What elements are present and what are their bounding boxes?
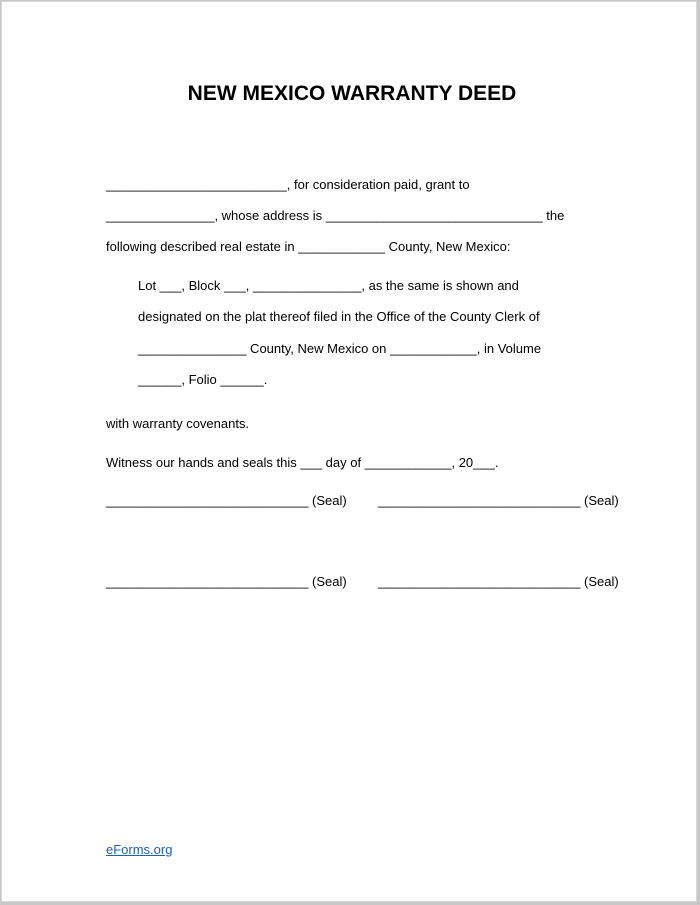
covenants-line: with warranty covenants. — [106, 416, 250, 431]
document-page — [1, 1, 697, 902]
real-estate-line: following described real estate in ____________ County, New Mexico: — [106, 239, 511, 254]
lot-block-line: Lot ___, Block ___, _______________, as the same is shown and — [138, 278, 519, 293]
witness-line: Witness our hands and seals this ___ day of ____________, 20___. — [106, 455, 499, 470]
grantee-address-line: _______________, whose address is ______________________________ the — [106, 208, 565, 223]
signature-seal-4: ____________________________ (Seal) — [378, 574, 619, 589]
page-title: NEW MEXICO WARRANTY DEED — [187, 82, 517, 105]
county-volume-line: _______________ County, New Mexico on ____________, in Volume — [138, 341, 542, 356]
plat-line: designated on the plat thereof filed in the Office of the County Clerk of — [138, 309, 540, 324]
grantor-line: _________________________, for consideration paid, grant to — [106, 177, 470, 192]
folio-line: ______, Folio ______. — [138, 372, 268, 387]
eforms-link[interactable]: eForms.org — [106, 842, 173, 857]
signature-seal-2: ____________________________ (Seal) — [378, 493, 619, 508]
signature-seal-1: ____________________________ (Seal) — [106, 493, 347, 508]
signature-seal-3: ____________________________ (Seal) — [106, 574, 347, 589]
